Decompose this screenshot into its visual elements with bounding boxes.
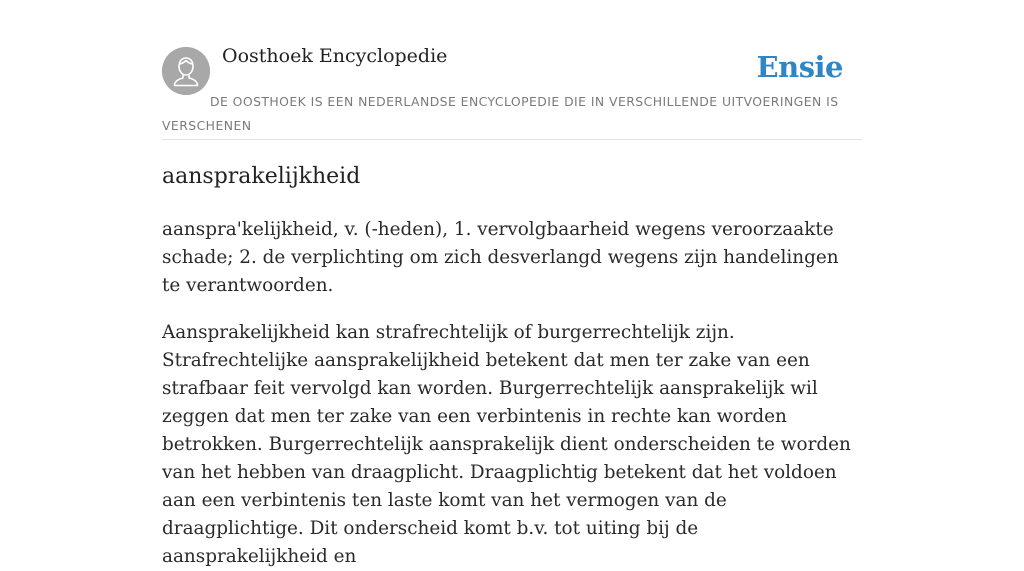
user-avatar-icon[interactable]: [162, 47, 210, 95]
article-title: aansprakelijkheid: [162, 164, 361, 189]
definition-paragraph: aanspra'kelijkheid, v. (-heden), 1. vervolgbaarheid wegens veroorzaakte schade; 2. de verplichting om zich desverlangd wegens zijn handelingen te verantwoorden.: [162, 219, 839, 296]
publication-header: [162, 0, 862, 140]
ensie-logo[interactable]: Ensie: [756, 50, 843, 84]
publication-name[interactable]: Oosthoek Encyclopedie: [222, 45, 448, 67]
article-paragraph: Aansprakelijkheid kan strafrechtelijk of burgerrechtelijk zijn. Strafrechtelijke aansprakelijkheid betekent dat men ter zake van een strafbaar feit vervolgd kan worden. Burgerrechtelijk aansprakelijk wil zeggen dat men ter zake van een verbintenis in rechte kan worden betrokken. Burgerrechtelijk aansprakelijk dient onderscheiden te worden van het hebben van draagplicht. Draagplichtig betekent dat het voldoen aan een verbintenis ten laste komt van het vermogen van de draagplichtige. Dit onderscheid komt b.v. tot uiting bij de aansprakelijkheid en: [162, 322, 851, 567]
publication-description: DE OOSTHOEK IS EEN NEDERLANDSE ENCYCLOPEDIE DIE IN VERSCHILLENDE UITVOERINGEN IS VERSCHENEN: [162, 94, 839, 133]
